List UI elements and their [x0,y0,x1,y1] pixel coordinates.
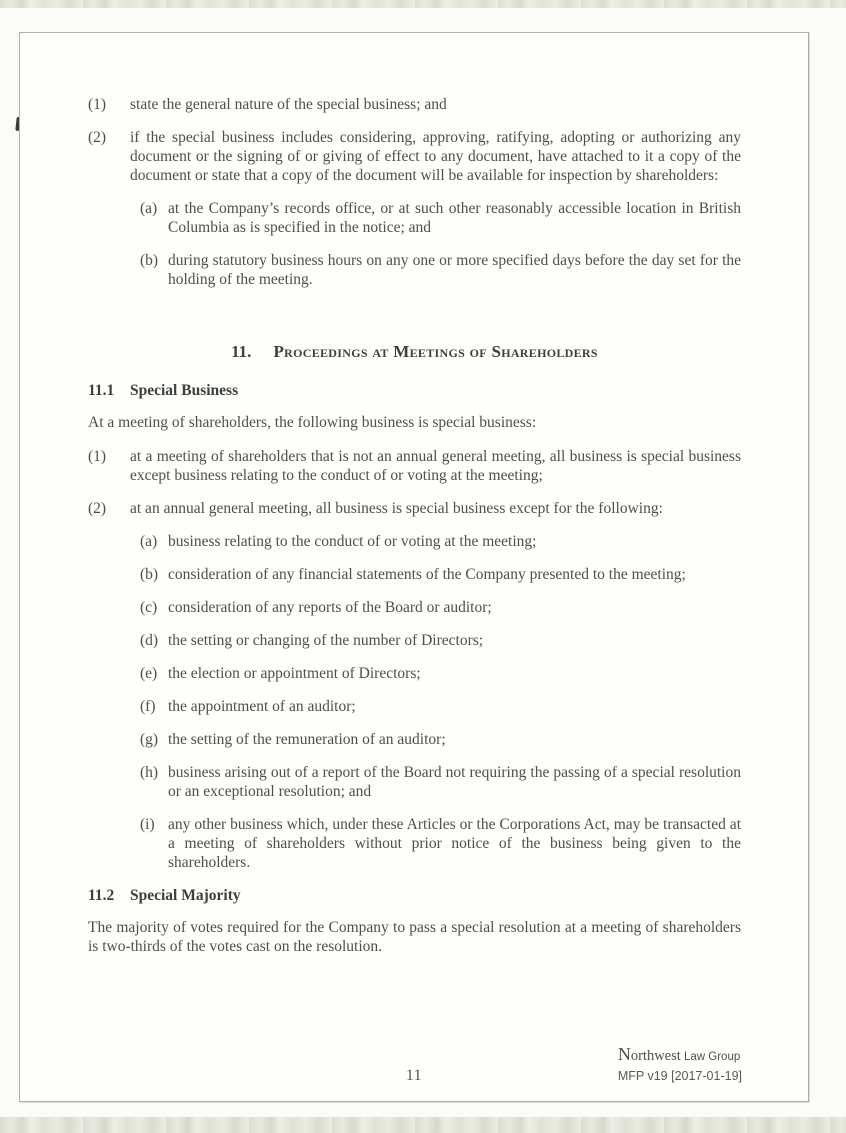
list-marker: (g) [140,731,159,748]
list-item [140,532,741,551]
section-heading [88,341,741,363]
page-sheet [19,32,809,1102]
list-marker: (f) [140,698,156,715]
list-text: business relating to the conduct of or voting at the meeting; [168,533,537,550]
firm-signature [618,1045,742,1086]
list-text: business arising out of a report of the Board not requiring the passing of a special resolution or an exceptional resolution; and [168,764,741,800]
list-text: any other business which, under these Articles or the Corporations Act, may be transacted at a meeting of shareholders without prior notice of the business being given to the shareholders. [168,816,741,871]
section-number: 11. [231,342,252,361]
list-text: the appointment of an auditor; [168,698,356,715]
list-text: at the Company’s records office, or at such other reasonably accessible location in British Columbia as is specified in the notice; and [168,200,741,236]
list-item [140,763,741,801]
list-item [88,447,741,485]
list-text: the setting or changing of the number of Directors; [168,632,484,649]
list-marker: (i) [140,816,155,833]
paragraph: At a meeting of shareholders, the following business is special business: [88,414,537,431]
list-item [140,598,741,617]
list-item [140,730,741,749]
list-marker: (2) [88,129,107,146]
list-item [140,199,741,237]
list-item [140,251,741,289]
list-item [140,565,741,584]
list-marker: (b) [140,252,159,269]
list-text: consideration of any reports of the Board or auditor; [168,599,492,616]
list-text: the setting of the remuneration of an auditor; [168,731,446,748]
subsection-title: Special Business [130,382,239,399]
page-content [20,33,808,956]
firm-initial: N [617,1044,631,1064]
list-text: at a meeting of shareholders that is not an annual general meeting, all business is special business except business relating to the conduct of or voting at the meeting; [130,448,741,484]
firm-name-suffix: Law Group [680,1051,741,1063]
sublist [140,199,741,289]
list-text: at an annual general meeting, all business is special business except for the following: [130,500,663,517]
list-marker: (a) [140,533,158,550]
list-marker: (2) [88,500,107,517]
list-marker: (1) [88,96,107,113]
list-text: state the general nature of the special business; and [130,96,447,113]
list-text: during statutory business hours on any one or more specified days before the day set for the holding of the meeting. [168,252,741,288]
list-item [140,697,741,716]
list-marker: (b) [140,566,159,583]
list-text: the election or appointment of Directors; [168,665,421,682]
list-item [88,499,741,518]
scan-artifact-bottom-band [0,1117,846,1133]
list-item [88,95,741,114]
subsection-heading-11-1 [88,381,741,400]
page-number: 11 [406,1067,422,1084]
subsection-heading-11-2 [88,886,741,905]
subsection-number: 11.2 [88,887,115,904]
subsection-number: 11.1 [88,382,115,399]
list-marker: (1) [88,448,107,465]
list-text: if the special business includes considering, approving, ratifying, adopting or authorizing any document or the signing of or giving of effect to any document, have attached to it a copy of the document or state that a copy of the document will be available for inspection by shareholders: [130,129,741,184]
version-stamp: MFP v19 [2017-01-19] [617,1069,742,1083]
firm-name-rest: orthwest [630,1048,681,1064]
paragraph: The majority of votes required for the Company to pass a special resolution at a meeting of shareholders is two-thirds of the votes cast on the resolution. [88,919,741,955]
list-marker: (d) [140,632,159,649]
list-item [140,815,741,872]
list-item [88,128,741,185]
list-item [140,664,741,683]
list-text: consideration of any financial statements of the Company presented to the meeting; [168,566,686,583]
subsection-title: Special Majority [130,887,241,904]
list-marker: (a) [140,200,158,217]
firm-name [618,1045,742,1067]
list-marker: (e) [140,665,158,682]
list-marker: (h) [140,764,159,781]
list-marker: (c) [140,599,158,616]
section-title: Proceedings at Meetings of Shareholders [273,342,598,361]
scan-artifact-top-band [0,0,846,8]
list-item [140,631,741,650]
sublist [140,532,741,872]
